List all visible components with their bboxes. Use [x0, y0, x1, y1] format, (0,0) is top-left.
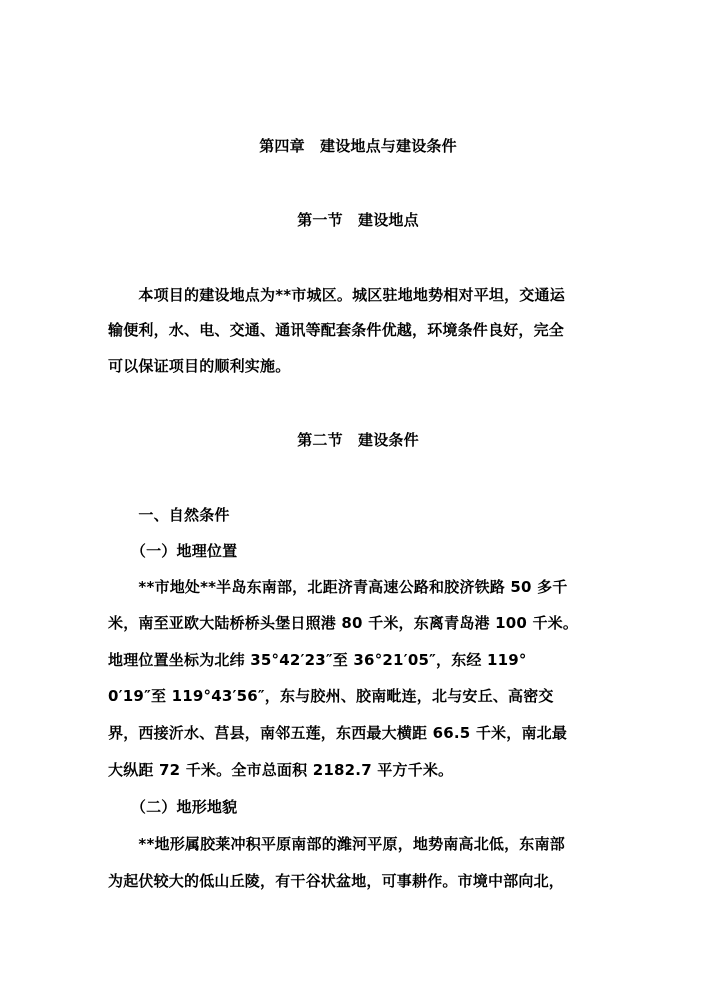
paragraph-line: 本项目的建设地点为**市城区。城区驻地地势相对平坦，交通运 — [108, 286, 565, 304]
paragraph-line: 为起伏较大的低山丘陵，有干谷状盆地，可事耕作。市境中部向北， — [108, 872, 565, 890]
paragraph-line: 大纵距 72 千米。全市总面积 2182.7 平方千米。 — [108, 761, 454, 779]
paragraph-line: 输便利，水、电、交通、通讯等配套条件优越，环境条件良好，完全 — [108, 321, 565, 339]
subheading-location: （一）地理位置 — [108, 542, 238, 560]
subheading-terrain: （二）地形地貌 — [108, 798, 238, 816]
paragraph-line: 地理位置坐标为北纬 35°42′23″至 36°21′05″，东经 119° — [108, 651, 527, 669]
paragraph-line: 可以保证项目的顺利实施。 — [108, 357, 291, 375]
paragraph-line: **市地处**半岛东南部，北距济青高速公路和胶济铁路 50 多千 — [108, 578, 568, 596]
paragraph-line: 米，南至亚欧大陆桥桥头堡日照港 80 千米，东离青岛港 100 千米。 — [108, 614, 579, 632]
section-title-site: 第一节 建设地点 — [297, 211, 419, 229]
paragraph-line: 界，西接沂水、莒县，南邻五莲，东西最大横距 66.5 千米，南北最 — [108, 724, 568, 742]
paragraph-line: **地形属胶莱冲积平原南部的潍河平原，地势南高北低，东南部 — [108, 835, 565, 853]
section-title-conditions: 第二节 建设条件 — [297, 431, 419, 449]
heading-natural-conditions: 一、自然条件 — [108, 506, 230, 524]
chapter-title: 第四章 建设地点与建设条件 — [259, 137, 457, 155]
paragraph-line: 0′19″至 119°43′56″，东与胶州、胶南毗连，北与安丘、高密交 — [108, 687, 554, 705]
